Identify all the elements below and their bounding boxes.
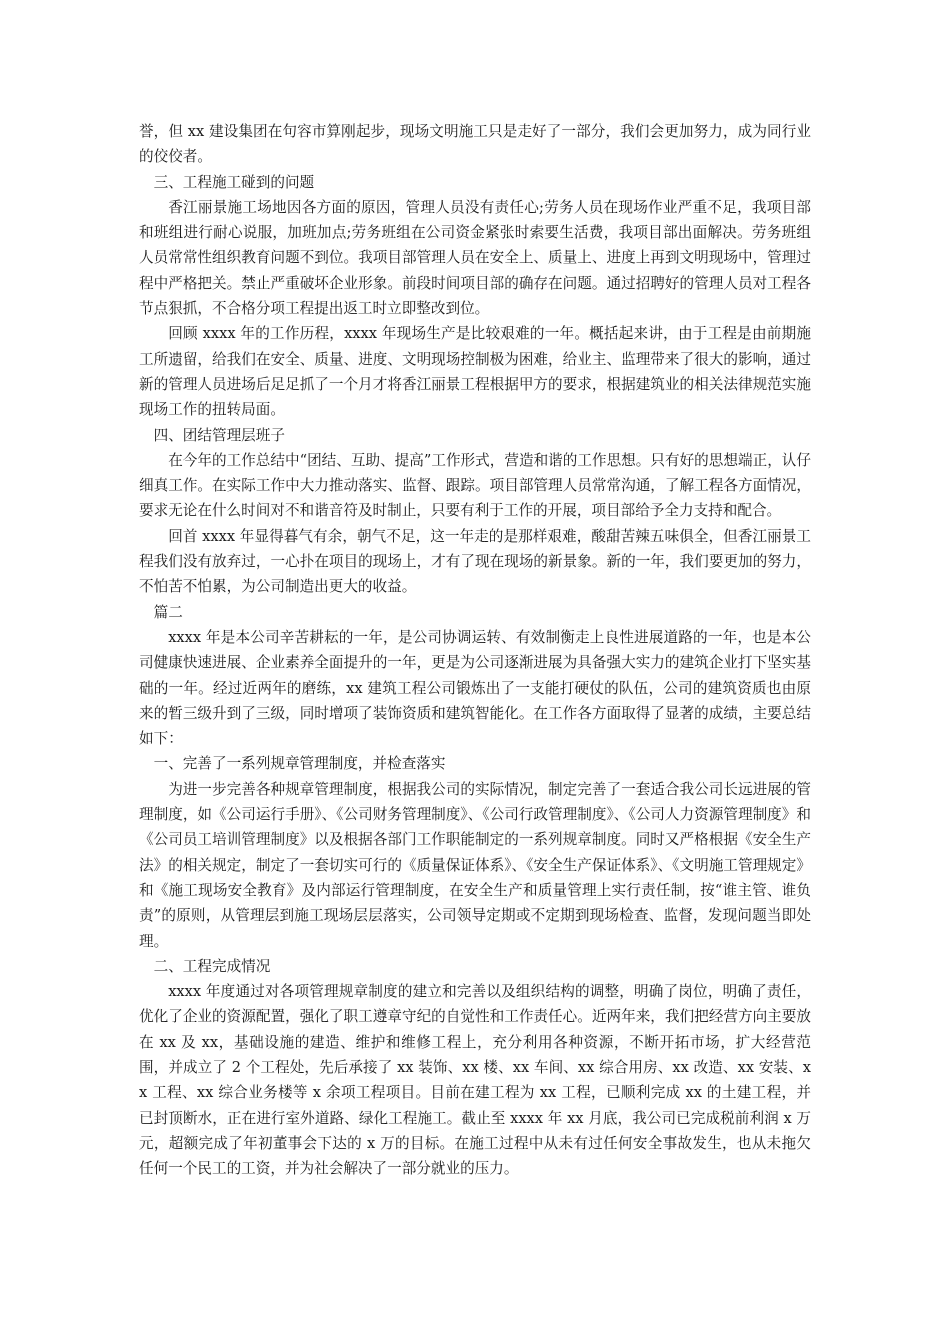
paragraph-problems: 香江丽景施工场地因各方面的原因，管理人员没有责任心;劳务人员在现场作业严重不足，我项目部和班组进行耐心说服，加班加点;劳务班组在公司资金紧张时索要生活费，我项目部出面解决。劳务班组人员常常性组织教育问题不到位。我项目部管理人员在安全上、质量上、进度上再到文明现场中，管理过程中严格把关。禁止严重破坏企业形象。前段时间项目部的确存在问题。通过招聘好的管理人员对工程各节点狠抓，不合格分项工程提出返工时立即整改到位。 <box>139 198 811 318</box>
section-heading-part-two: 篇二 <box>153 603 183 621</box>
document-page <box>139 119 811 1181</box>
paragraph-team: 在今年的工作总结中“团结、互助、提高”工作形式，营造和谐的工作思想。只有好的思想端正，认仔细真工作。在实际工作中大力推动落实、监督、跟踪。项目部管理人员常常沟通，了解工程各方面情况，要求无论在什么时间对不和谐音符及时制止，只要有利于工作的开展，项目部给予全力支持和配合。 <box>139 451 811 520</box>
paragraph-continuation: 誉，但 xx 建设集团在句容市算刚起步，现场文明施工只是走好了一部分，我们会更加努力，成为同行业的佼佼者。 <box>139 123 811 166</box>
paragraph-looking-back: 回首 xxxx 年显得暮气有余，朝气不足，这一年走的是那样艰难，酸甜苦辣五味俱全，但香江丽景工程我们没有放弃过，一心扑在项目的现场上，才有了现在现场的新景象。新的一年，我们要更加的努力，不怕苦不怕累，为公司制造出更大的收益。 <box>139 527 811 596</box>
section-heading-regulations: 一、完善了一系列规章管理制度，并检查落实 <box>153 755 446 773</box>
section-heading-problems: 三、工程施工碰到的问题 <box>153 173 315 191</box>
section-heading-team: 四、团结管理层班子 <box>153 426 285 444</box>
paragraph-review: 回顾 xxxx 年的工作历程，xxxx 年现场生产是比较艰难的一年。概括起来讲，由于工程是由前期施工所遗留，给我们在安全、质量、进度、文明现场控制极为困难，给业主、监理带来了很大的影响，通过新的管理人员进场后足足抓了一个月才将香江丽景工程根据甲方的要求，根据建筑业的相关法律规范实施现场工作的扭转局面。 <box>139 325 811 419</box>
section-heading-completion: 二、工程完成情况 <box>153 957 271 975</box>
paragraph-year-summary: xxxx 年是本公司辛苦耕耘的一年，是公司协调运转、有效制衡走上良性进展道路的一年，也是本公司健康快速进展、企业素养全面提升的一年，更是为公司逐渐进展为具备强大实力的建筑企业打下坚实基础的一年。经过近两年的磨练，xx 建筑工程公司锻炼出了一支能打硬仗的队伍，公司的建筑资质也由原来的暂三级升到了三级，同时增项了装饰资质和建筑智能化。在工作各方面取得了显著的成绩，主要总结如下： <box>139 628 811 748</box>
paragraph-completion: xxxx 年度通过对各项管理规章制度的建立和完善以及组织结构的调整，明确了岗位，明确了责任，优化了企业的资源配置，强化了职工遵章守纪的自觉性和工作责任心。近两年来，我们把经营方向主要放在 xx 及 xx，基础设施的建造、维护和维修工程上，充分利用各种资源，不断开拓市场，扩大经营范围，并成立了 2 个工程处，先后承接了 xx 装饰、xx 楼、xx 车间、xx 综合用房、xx 改造、xx 安装、xx 工程、xx 综合业务楼等 x 余项工程项目。目前在建工程为 xx 工程，已顺利完成 xx 的土建工程，并已封顶断水，正在进行室外道路、绿化工程施工。截止至 xxxx 年 xx 月底，我公司已完成税前利润 x 万元，超额完成了年初董事会下达的 x 万的目标。在施工过程中从未有过任何安全事故发生，也从未拖欠任何一个民工的工资，并为社会解决了一部分就业的压力。 <box>139 983 811 1178</box>
paragraph-regulations: 为进一步完善各种规章管理制度，根据我公司的实际情况，制定完善了一套适合我公司长远进展的管理制度，如《公司运行手册》、《公司财务管理制度》、《公司行政管理制度》、《公司人力资源管理制度》和《公司员工培训管理制度》以及根据各部门工作职能制定的一系列规章制度。同时又严格根据《安全生产法》的相关规定，制定了一套切实可行的《质量保证体系》、《安全生产保证体系》、《文明施工管理规定》和《施工现场安全教育》及内部运行管理制度，在安全生产和质量管理上实行责任制，按“谁主管、谁负责”的原则，从管理层到施工现场层层落实，公司领导定期或不定期到现场检查、监督，发现问题当即处理。 <box>139 780 811 950</box>
